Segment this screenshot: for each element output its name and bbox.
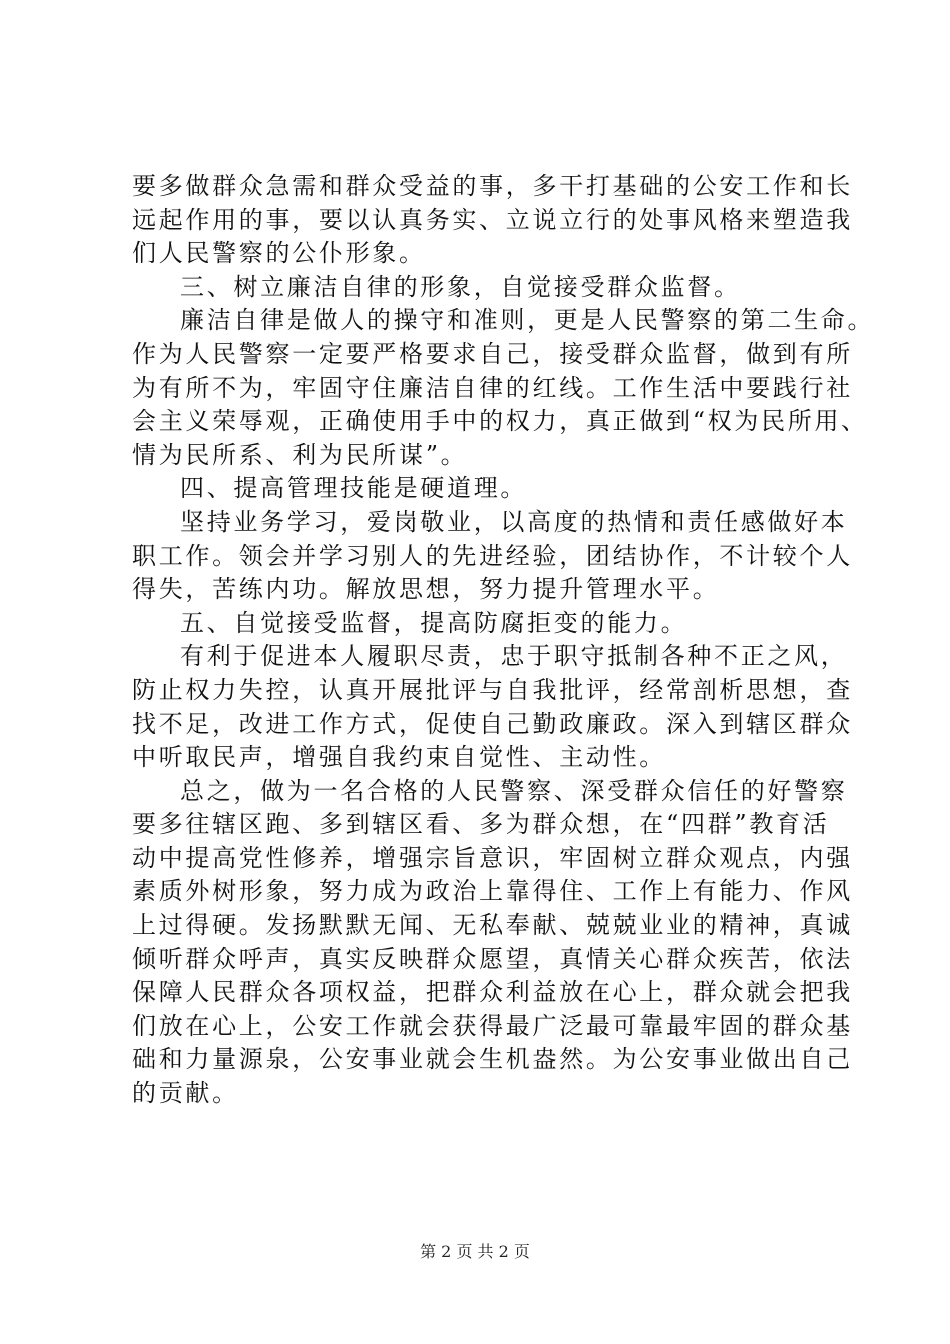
section-heading: 五、自觉接受监督，提高防腐拒变的能力。 bbox=[180, 608, 688, 637]
text-line: 们人民警察的公仆形象。 bbox=[132, 239, 426, 268]
section-heading: 四、提高管理技能是硬道理。 bbox=[180, 474, 528, 503]
text-line: 倾听群众呼声，真实反映群众愿望，真情关心群众疾苦，依法 bbox=[132, 944, 853, 973]
text-line: 素质外树形象，努力成为政治上靠得住、工作上有能力、作风 bbox=[132, 877, 853, 906]
text-line: 中听取民声，增强自我约束自觉性、主动性。 bbox=[132, 743, 666, 772]
page-number-footer: 第 2 页 共 2 页 bbox=[420, 1242, 530, 1261]
text-line: 会主义荣辱观，正确使用手中的权力，真正做到“权为民所用、 bbox=[132, 407, 868, 436]
text-line: 找不足，改进工作方式，促使自己勤政廉政。深入到辖区群众 bbox=[132, 709, 853, 738]
text-line: 职工作。领会并学习别人的先进经验，团结协作，不计较个人 bbox=[132, 541, 853, 570]
text-line: 为有所不为，牢固守住廉洁自律的红线。工作生活中要践行社 bbox=[132, 373, 853, 402]
text-line: 要多往辖区跑、多到辖区看、多为群众想，在“四群”教育活 bbox=[132, 810, 830, 839]
document-body bbox=[132, 170, 875, 1111]
text-line: 们放在心上，公安工作就会获得最广泛最可靠最牢固的群众基 bbox=[132, 1011, 853, 1040]
text-line: 的贡献。 bbox=[132, 1079, 239, 1108]
paragraph-start: 廉洁自律是做人的操守和准则，更是人民警察的第二生命。 bbox=[180, 306, 875, 335]
paragraph-start: 坚持业务学习，爱岗敬业，以高度的热情和责任感做好本 bbox=[180, 507, 848, 536]
text-line: 防止权力失控，认真开展批评与自我批评，经常剖析思想，查 bbox=[132, 675, 853, 704]
paragraph-start: 有利于促进本人履职尽责，忠于职守抵制各种不正之风， bbox=[180, 642, 848, 671]
paragraph-start: 总之，做为一名合格的人民警察、深受群众信任的好警察 bbox=[180, 776, 848, 805]
text-line: 作为人民警察一定要严格要求自己，接受群众监督，做到有所 bbox=[132, 339, 853, 368]
text-line: 要多做群众急需和群众受益的事，多干打基础的公安工作和长 bbox=[132, 172, 853, 200]
text-line: 得失，苦练内功。解放思想，努力提升管理水平。 bbox=[132, 575, 720, 604]
text-line: 远起作用的事，要以认真务实、立说立行的处事风格来塑造我 bbox=[132, 205, 853, 234]
text-line: 情为民所系、利为民所谋”。 bbox=[132, 440, 468, 469]
text-line: 上过得硬。发扬默默无闻、无私奉献、兢兢业业的精神，真诚 bbox=[132, 911, 853, 940]
text-line: 础和力量源泉，公安事业就会生机盎然。为公安事业做出自己 bbox=[132, 1045, 853, 1074]
text-line: 保障人民群众各项权益，把群众利益放在心上，群众就会把我 bbox=[132, 978, 853, 1007]
text-line: 动中提高党性修养，增强宗旨意识，牢固树立群众观点，内强 bbox=[132, 843, 853, 872]
section-heading: 三、树立廉洁自律的形象，自觉接受群众监督。 bbox=[180, 272, 741, 301]
